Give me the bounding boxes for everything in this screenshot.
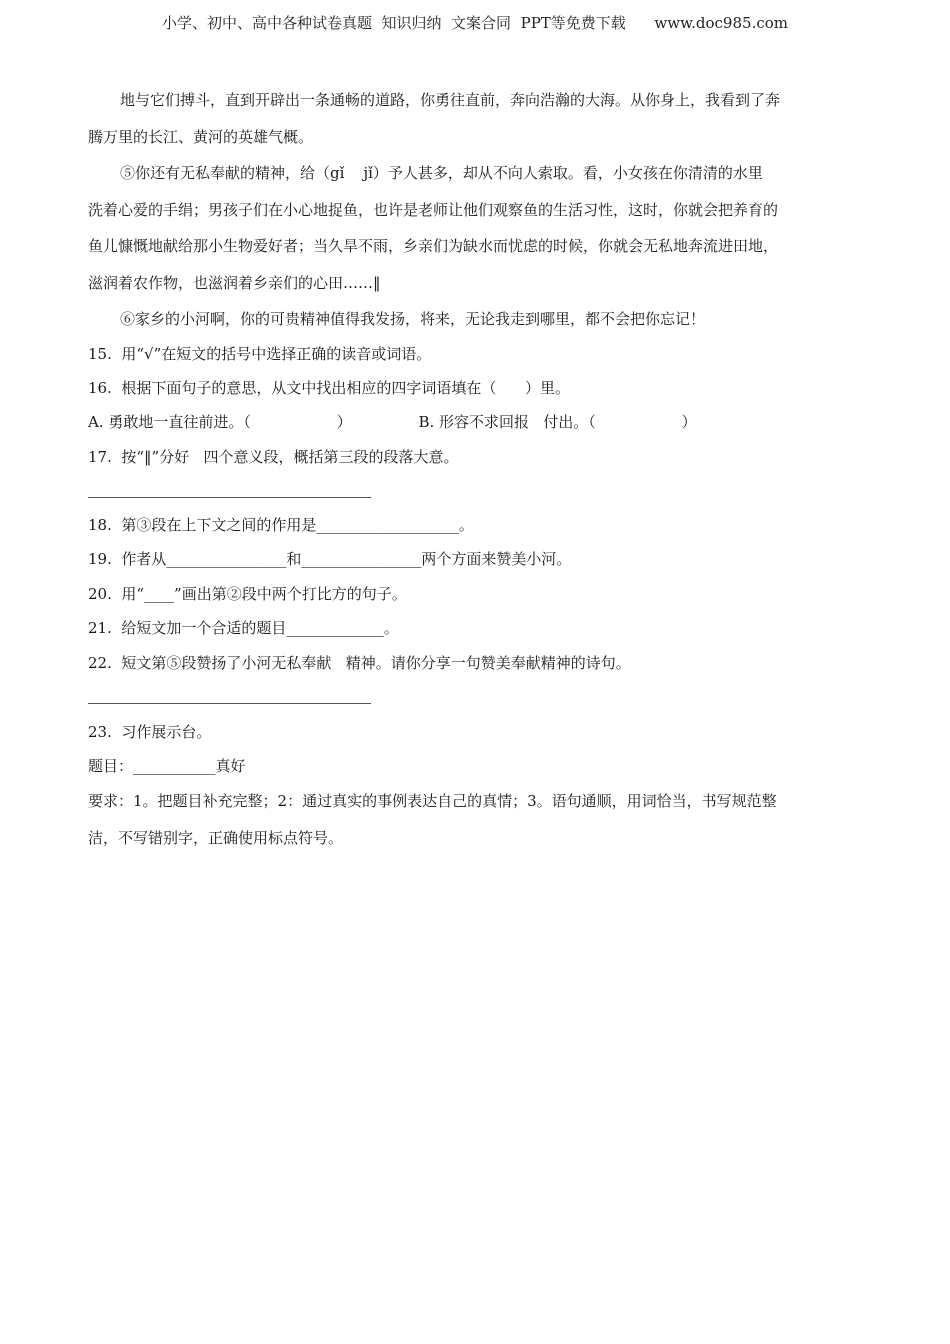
answer-line-17 xyxy=(88,497,371,498)
question-16: 16. 根据下面句子的意思，从文中找出相应的四字词语填在（ ）里。 xyxy=(88,379,571,397)
question-17: 17. 按“‖”分好 四个意义段，概括第三段的段落大意。 xyxy=(88,448,459,466)
question-23: 23. 习作展示台。 xyxy=(88,723,212,741)
page-header: 小学、初中、高中各种试卷真题 知识归纳 文案合同 PPT等免费下载 www.doc985.com xyxy=(161,14,788,32)
question-15: 15. 用“√”在短文的括号中选择正确的读音或词语。 xyxy=(88,345,432,363)
question-23-title: 题目：___________真好 xyxy=(88,757,246,775)
question-18: 18. 第③段在上下文之间的作用是___________________。 xyxy=(88,516,474,534)
passage-paragraph-6: ⑥家乡的小河啊，你的可贵精神值得我发扬，将来，无论我走到哪里，都不会把你忘记！ xyxy=(120,310,706,328)
passage-paragraph-4-line-1: 地与它们搏斗，直到开辟出一条通畅的道路，你勇往直前，奔向浩瀚的大海。从你身上，我看到了奔 xyxy=(120,91,781,109)
passage-paragraph-5-line-4: 滋润着农作物，也滋润着乡亲们的心田……‖ xyxy=(88,274,381,292)
question-23-requirements-line-2: 洁，不写错别字，正确使用标点符号。 xyxy=(88,829,344,847)
passage-paragraph-5-line-2: 洗着心爱的手绢；男孩子们在小心地捉鱼，也许是老师让他们观察鱼的生活习性，这时，你就会把养育的 xyxy=(88,201,779,219)
answer-line-22 xyxy=(88,703,371,704)
question-21: 21. 给短文加一个合适的题目_____________。 xyxy=(88,619,399,637)
passage-paragraph-4-line-2: 腾万里的长江、黄河的英雄气概。 xyxy=(88,128,314,146)
question-16-options: A. 勇敢地一直往前进。（ ） B. 形容不求回报 付出。（ ） xyxy=(88,413,697,431)
question-19: 19. 作者从________________和________________两个方面来赞美小河。 xyxy=(88,550,572,568)
question-23-requirements-line-1: 要求：1。把题目补充完整；2：通过真实的事例表达自己的真情；3。语句通顺，用词恰当，书写规范整 xyxy=(88,792,777,810)
question-20: 20. 用“____”画出第②段中两个打比方的句子。 xyxy=(88,585,407,603)
question-22: 22. 短文第⑤段赞扬了小河无私奉献 精神。请你分享一句赞美奉献精神的诗句。 xyxy=(88,654,631,672)
passage-paragraph-5-line-3: 鱼儿慷慨地献给那小生物爱好者；当久旱不雨，乡亲们为缺水而忧虑的时候，你就会无私地奔流进田地， xyxy=(88,237,779,255)
passage-paragraph-5-line-1: ⑤你还有无私奉献的精神，给（gǐ jǐ）予人甚多，却从不向人索取。看，小女孩在你清清的水里 xyxy=(120,164,763,182)
